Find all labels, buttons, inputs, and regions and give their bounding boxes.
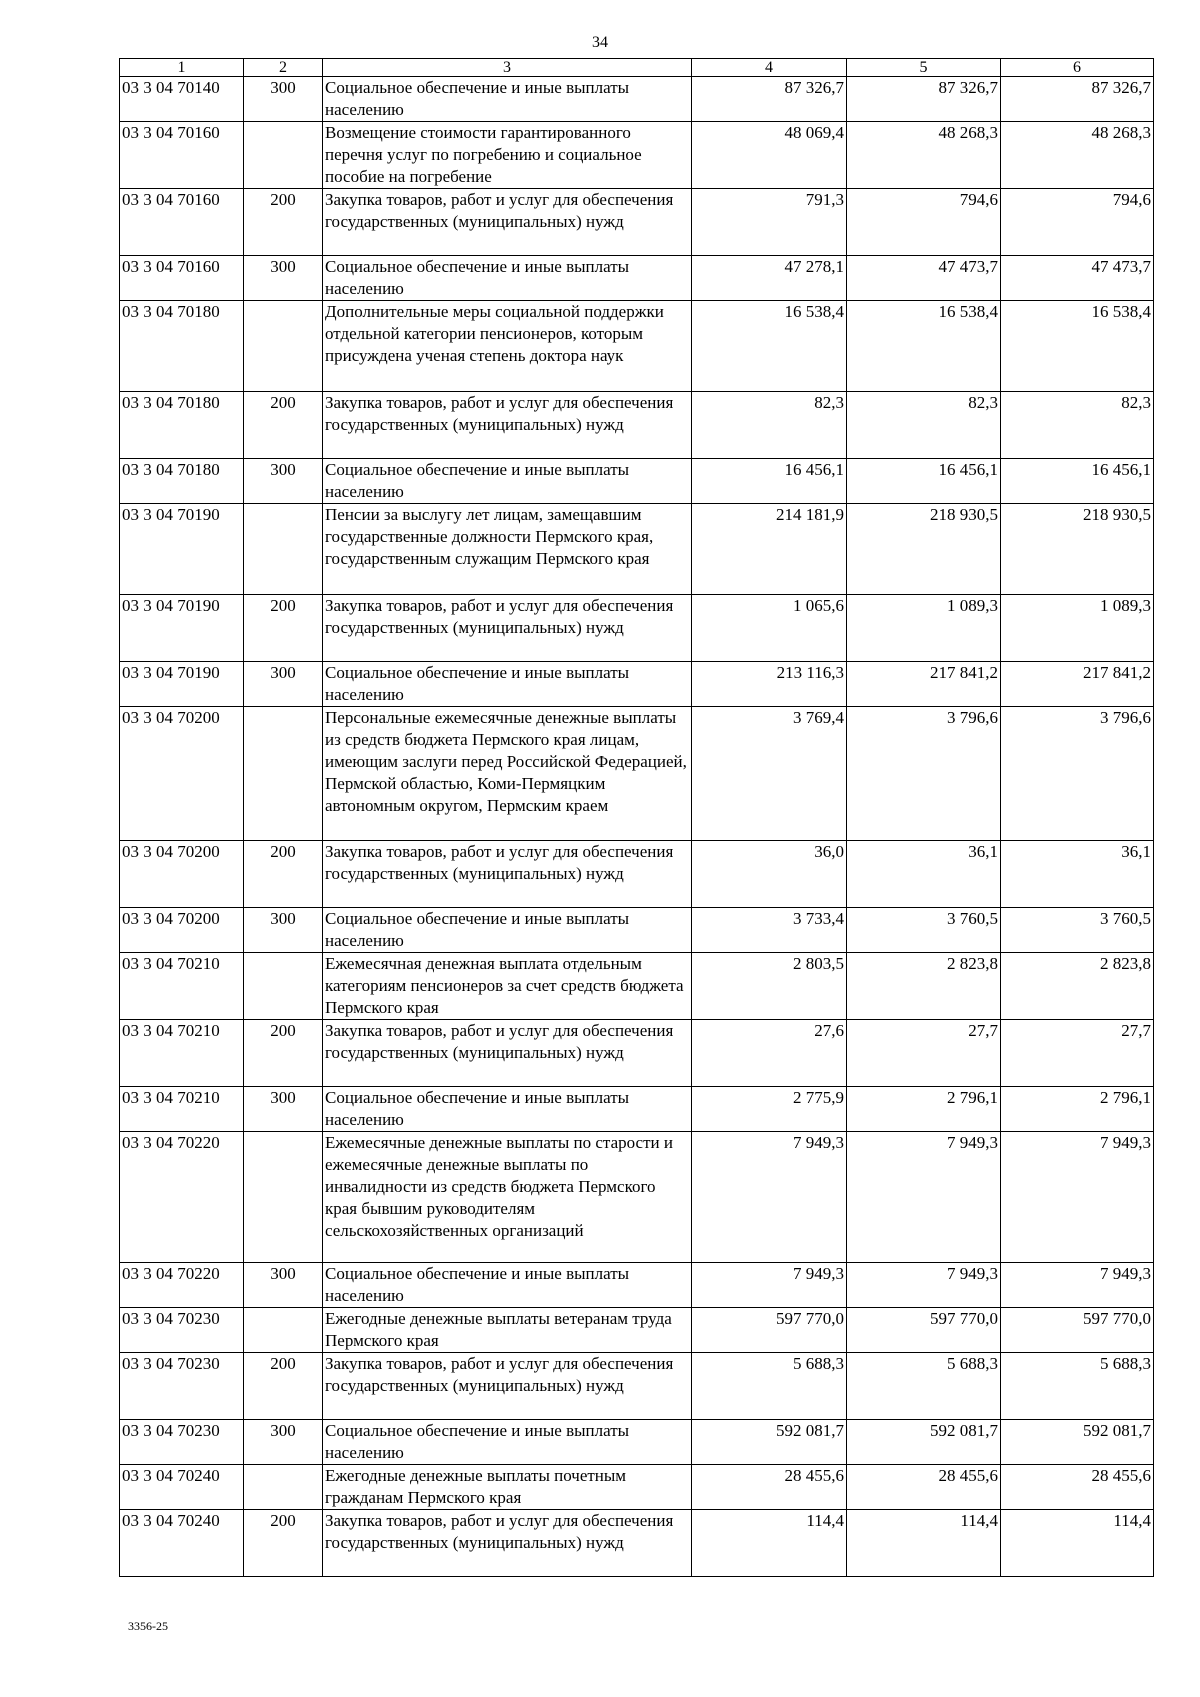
classification-code-cell: 03 3 04 70220 bbox=[120, 1132, 244, 1263]
table-row bbox=[120, 1020, 1154, 1087]
document-code: 3356-25 bbox=[128, 1619, 168, 1633]
item-name-cell: Социальное обеспечение и иные выплаты населению bbox=[323, 662, 692, 707]
table-row bbox=[120, 459, 1154, 504]
amount-col4-cell: 28 455,6 bbox=[692, 1465, 847, 1510]
column-header: 4 bbox=[692, 59, 847, 77]
amount-col5-cell: 3 796,6 bbox=[847, 707, 1001, 841]
table-row bbox=[120, 707, 1154, 841]
item-name-cell: Закупка товаров, работ и услуг для обеспечения государственных (муниципальных) нужд bbox=[323, 1020, 692, 1087]
classification-code-cell: 03 3 04 70180 bbox=[120, 301, 244, 392]
expense-type-cell bbox=[244, 953, 323, 1020]
amount-col5-cell: 794,6 bbox=[847, 189, 1001, 256]
classification-code-cell: 03 3 04 70160 bbox=[120, 189, 244, 256]
amount-col5-cell: 218 930,5 bbox=[847, 504, 1001, 595]
table-row bbox=[120, 1510, 1154, 1577]
item-name-cell: Социальное обеспечение и иные выплаты населению bbox=[323, 77, 692, 122]
amount-col5-cell: 87 326,7 bbox=[847, 77, 1001, 122]
amount-col6-cell: 2 796,1 bbox=[1001, 1087, 1154, 1132]
column-header: 5 bbox=[847, 59, 1001, 77]
item-name-cell: Закупка товаров, работ и услуг для обеспечения государственных (муниципальных) нужд bbox=[323, 392, 692, 459]
amount-col6-cell: 3 796,6 bbox=[1001, 707, 1154, 841]
classification-code-cell: 03 3 04 70210 bbox=[120, 953, 244, 1020]
expense-type-cell: 300 bbox=[244, 256, 323, 301]
expense-type-cell: 200 bbox=[244, 1510, 323, 1577]
item-name-cell: Закупка товаров, работ и услуг для обеспечения государственных (муниципальных) нужд bbox=[323, 841, 692, 908]
table-header-row bbox=[120, 59, 1154, 77]
amount-col6-cell: 16 456,1 bbox=[1001, 459, 1154, 504]
classification-code-cell: 03 3 04 70140 bbox=[120, 77, 244, 122]
amount-col6-cell: 794,6 bbox=[1001, 189, 1154, 256]
amount-col4-cell: 3 769,4 bbox=[692, 707, 847, 841]
expense-type-cell: 300 bbox=[244, 1087, 323, 1132]
expense-type-cell bbox=[244, 122, 323, 189]
amount-col4-cell: 214 181,9 bbox=[692, 504, 847, 595]
table-row bbox=[120, 77, 1154, 122]
classification-code-cell: 03 3 04 70210 bbox=[120, 1087, 244, 1132]
item-name-cell: Социальное обеспечение и иные выплаты населению bbox=[323, 1263, 692, 1308]
classification-code-cell: 03 3 04 70180 bbox=[120, 392, 244, 459]
table-row bbox=[120, 662, 1154, 707]
amount-col4-cell: 27,6 bbox=[692, 1020, 847, 1087]
amount-col4-cell: 87 326,7 bbox=[692, 77, 847, 122]
table-row bbox=[120, 504, 1154, 595]
amount-col5-cell: 592 081,7 bbox=[847, 1420, 1001, 1465]
table-row bbox=[120, 1465, 1154, 1510]
column-header: 1 bbox=[120, 59, 244, 77]
amount-col6-cell: 47 473,7 bbox=[1001, 256, 1154, 301]
expense-type-cell: 300 bbox=[244, 1420, 323, 1465]
expense-type-cell: 200 bbox=[244, 392, 323, 459]
table-row bbox=[120, 595, 1154, 662]
expense-type-cell: 300 bbox=[244, 77, 323, 122]
expense-type-cell: 300 bbox=[244, 662, 323, 707]
classification-code-cell: 03 3 04 70190 bbox=[120, 595, 244, 662]
expense-type-cell: 300 bbox=[244, 908, 323, 953]
classification-code-cell: 03 3 04 70230 bbox=[120, 1420, 244, 1465]
amount-col6-cell: 2 823,8 bbox=[1001, 953, 1154, 1020]
amount-col4-cell: 16 456,1 bbox=[692, 459, 847, 504]
amount-col4-cell: 791,3 bbox=[692, 189, 847, 256]
table-body bbox=[120, 77, 1154, 1577]
amount-col4-cell: 82,3 bbox=[692, 392, 847, 459]
amount-col5-cell: 47 473,7 bbox=[847, 256, 1001, 301]
amount-col4-cell: 7 949,3 bbox=[692, 1132, 847, 1263]
item-name-cell: Закупка товаров, работ и услуг для обеспечения государственных (муниципальных) нужд bbox=[323, 1353, 692, 1420]
amount-col4-cell: 1 065,6 bbox=[692, 595, 847, 662]
amount-col5-cell: 48 268,3 bbox=[847, 122, 1001, 189]
item-name-cell: Социальное обеспечение и иные выплаты населению bbox=[323, 908, 692, 953]
amount-col5-cell: 217 841,2 bbox=[847, 662, 1001, 707]
expense-type-cell: 200 bbox=[244, 1020, 323, 1087]
amount-col5-cell: 7 949,3 bbox=[847, 1263, 1001, 1308]
item-name-cell: Социальное обеспечение и иные выплаты населению bbox=[323, 1087, 692, 1132]
expense-type-cell bbox=[244, 1308, 323, 1353]
item-name-cell: Дополнительные меры социальной поддержки отдельной категории пенсионеров, которым присуждена ученая степень доктора наук bbox=[323, 301, 692, 392]
table-row bbox=[120, 1420, 1154, 1465]
table-row bbox=[120, 256, 1154, 301]
amount-col6-cell: 7 949,3 bbox=[1001, 1263, 1154, 1308]
expense-type-cell: 200 bbox=[244, 189, 323, 256]
amount-col4-cell: 47 278,1 bbox=[692, 256, 847, 301]
page-number: 34 bbox=[592, 34, 608, 51]
column-header: 3 bbox=[323, 59, 692, 77]
amount-col4-cell: 114,4 bbox=[692, 1510, 847, 1577]
table-row bbox=[120, 841, 1154, 908]
amount-col4-cell: 3 733,4 bbox=[692, 908, 847, 953]
amount-col6-cell: 217 841,2 bbox=[1001, 662, 1154, 707]
amount-col5-cell: 7 949,3 bbox=[847, 1132, 1001, 1263]
amount-col5-cell: 3 760,5 bbox=[847, 908, 1001, 953]
classification-code-cell: 03 3 04 70230 bbox=[120, 1353, 244, 1420]
amount-col6-cell: 28 455,6 bbox=[1001, 1465, 1154, 1510]
table-row bbox=[120, 953, 1154, 1020]
table-row bbox=[120, 908, 1154, 953]
classification-code-cell: 03 3 04 70210 bbox=[120, 1020, 244, 1087]
classification-code-cell: 03 3 04 70160 bbox=[120, 256, 244, 301]
amount-col4-cell: 16 538,4 bbox=[692, 301, 847, 392]
item-name-cell: Социальное обеспечение и иные выплаты населению bbox=[323, 256, 692, 301]
amount-col4-cell: 5 688,3 bbox=[692, 1353, 847, 1420]
amount-col5-cell: 114,4 bbox=[847, 1510, 1001, 1577]
item-name-cell: Ежемесячные денежные выплаты по старости и ежемесячные денежные выплаты по инвалидности из средств бюджета Пермского края бывшим руководителям сельскохозяйственных организаций bbox=[323, 1132, 692, 1263]
amount-col5-cell: 1 089,3 bbox=[847, 595, 1001, 662]
amount-col6-cell: 5 688,3 bbox=[1001, 1353, 1154, 1420]
table-row bbox=[120, 189, 1154, 256]
expense-type-cell: 300 bbox=[244, 1263, 323, 1308]
column-header: 2 bbox=[244, 59, 323, 77]
table-row bbox=[120, 1263, 1154, 1308]
amount-col5-cell: 27,7 bbox=[847, 1020, 1001, 1087]
amount-col5-cell: 36,1 bbox=[847, 841, 1001, 908]
classification-code-cell: 03 3 04 70240 bbox=[120, 1465, 244, 1510]
classification-code-cell: 03 3 04 70220 bbox=[120, 1263, 244, 1308]
classification-code-cell: 03 3 04 70200 bbox=[120, 841, 244, 908]
item-name-cell: Социальное обеспечение и иные выплаты населению bbox=[323, 1420, 692, 1465]
amount-col4-cell: 36,0 bbox=[692, 841, 847, 908]
classification-code-cell: 03 3 04 70200 bbox=[120, 707, 244, 841]
expense-type-cell bbox=[244, 1465, 323, 1510]
amount-col5-cell: 16 538,4 bbox=[847, 301, 1001, 392]
expense-type-cell: 200 bbox=[244, 595, 323, 662]
table-row bbox=[120, 1087, 1154, 1132]
item-name-cell: Ежемесячная денежная выплата отдельным категориям пенсионеров за счет средств бюджета Пермского края bbox=[323, 953, 692, 1020]
amount-col6-cell: 87 326,7 bbox=[1001, 77, 1154, 122]
expense-type-cell: 200 bbox=[244, 841, 323, 908]
expense-type-cell: 200 bbox=[244, 1353, 323, 1420]
amount-col6-cell: 36,1 bbox=[1001, 841, 1154, 908]
table-row bbox=[120, 301, 1154, 392]
expense-type-cell bbox=[244, 1132, 323, 1263]
expense-type-cell bbox=[244, 707, 323, 841]
classification-code-cell: 03 3 04 70240 bbox=[120, 1510, 244, 1577]
amount-col6-cell: 7 949,3 bbox=[1001, 1132, 1154, 1263]
classification-code-cell: 03 3 04 70190 bbox=[120, 662, 244, 707]
amount-col4-cell: 213 116,3 bbox=[692, 662, 847, 707]
amount-col4-cell: 48 069,4 bbox=[692, 122, 847, 189]
table-row bbox=[120, 1353, 1154, 1420]
amount-col6-cell: 114,4 bbox=[1001, 1510, 1154, 1577]
classification-code-cell: 03 3 04 70200 bbox=[120, 908, 244, 953]
classification-code-cell: 03 3 04 70180 bbox=[120, 459, 244, 504]
item-name-cell: Ежегодные денежные выплаты ветеранам труда Пермского края bbox=[323, 1308, 692, 1353]
table-row bbox=[120, 392, 1154, 459]
classification-code-cell: 03 3 04 70160 bbox=[120, 122, 244, 189]
item-name-cell: Возмещение стоимости гарантированного перечня услуг по погребению и социальное пособие на погребение bbox=[323, 122, 692, 189]
item-name-cell: Закупка товаров, работ и услуг для обеспечения государственных (муниципальных) нужд bbox=[323, 189, 692, 256]
expense-type-cell bbox=[244, 504, 323, 595]
item-name-cell: Закупка товаров, работ и услуг для обеспечения государственных (муниципальных) нужд bbox=[323, 1510, 692, 1577]
amount-col5-cell: 597 770,0 bbox=[847, 1308, 1001, 1353]
amount-col5-cell: 5 688,3 bbox=[847, 1353, 1001, 1420]
amount-col6-cell: 48 268,3 bbox=[1001, 122, 1154, 189]
amount-col6-cell: 3 760,5 bbox=[1001, 908, 1154, 953]
expense-type-cell bbox=[244, 301, 323, 392]
amount-col4-cell: 2 803,5 bbox=[692, 953, 847, 1020]
item-name-cell: Ежегодные денежные выплаты почетным гражданам Пермского края bbox=[323, 1465, 692, 1510]
amount-col5-cell: 2 823,8 bbox=[847, 953, 1001, 1020]
amount-col5-cell: 16 456,1 bbox=[847, 459, 1001, 504]
item-name-cell: Социальное обеспечение и иные выплаты населению bbox=[323, 459, 692, 504]
amount-col4-cell: 597 770,0 bbox=[692, 1308, 847, 1353]
amount-col6-cell: 218 930,5 bbox=[1001, 504, 1154, 595]
amount-col4-cell: 2 775,9 bbox=[692, 1087, 847, 1132]
amount-col6-cell: 27,7 bbox=[1001, 1020, 1154, 1087]
table-row bbox=[120, 1132, 1154, 1263]
amount-col4-cell: 592 081,7 bbox=[692, 1420, 847, 1465]
column-header: 6 bbox=[1001, 59, 1154, 77]
classification-code-cell: 03 3 04 70190 bbox=[120, 504, 244, 595]
budget-table bbox=[119, 58, 1154, 1577]
table-row bbox=[120, 1308, 1154, 1353]
amount-col4-cell: 7 949,3 bbox=[692, 1263, 847, 1308]
amount-col5-cell: 28 455,6 bbox=[847, 1465, 1001, 1510]
classification-code-cell: 03 3 04 70230 bbox=[120, 1308, 244, 1353]
item-name-cell: Закупка товаров, работ и услуг для обеспечения государственных (муниципальных) нужд bbox=[323, 595, 692, 662]
table-row bbox=[120, 122, 1154, 189]
amount-col6-cell: 82,3 bbox=[1001, 392, 1154, 459]
amount-col6-cell: 597 770,0 bbox=[1001, 1308, 1154, 1353]
amount-col6-cell: 16 538,4 bbox=[1001, 301, 1154, 392]
amount-col5-cell: 82,3 bbox=[847, 392, 1001, 459]
expense-type-cell: 300 bbox=[244, 459, 323, 504]
item-name-cell: Персональные ежемесячные денежные выплаты из средств бюджета Пермского края лицам, имеющим заслуги перед Российской Федерацией, Пермской областью, Коми-Пермяцким автономным округом, Пермским краем bbox=[323, 707, 692, 841]
item-name-cell: Пенсии за выслугу лет лицам, замещавшим государственные должности Пермского края, государственным служащим Пермского края bbox=[323, 504, 692, 595]
amount-col6-cell: 1 089,3 bbox=[1001, 595, 1154, 662]
amount-col6-cell: 592 081,7 bbox=[1001, 1420, 1154, 1465]
amount-col5-cell: 2 796,1 bbox=[847, 1087, 1001, 1132]
